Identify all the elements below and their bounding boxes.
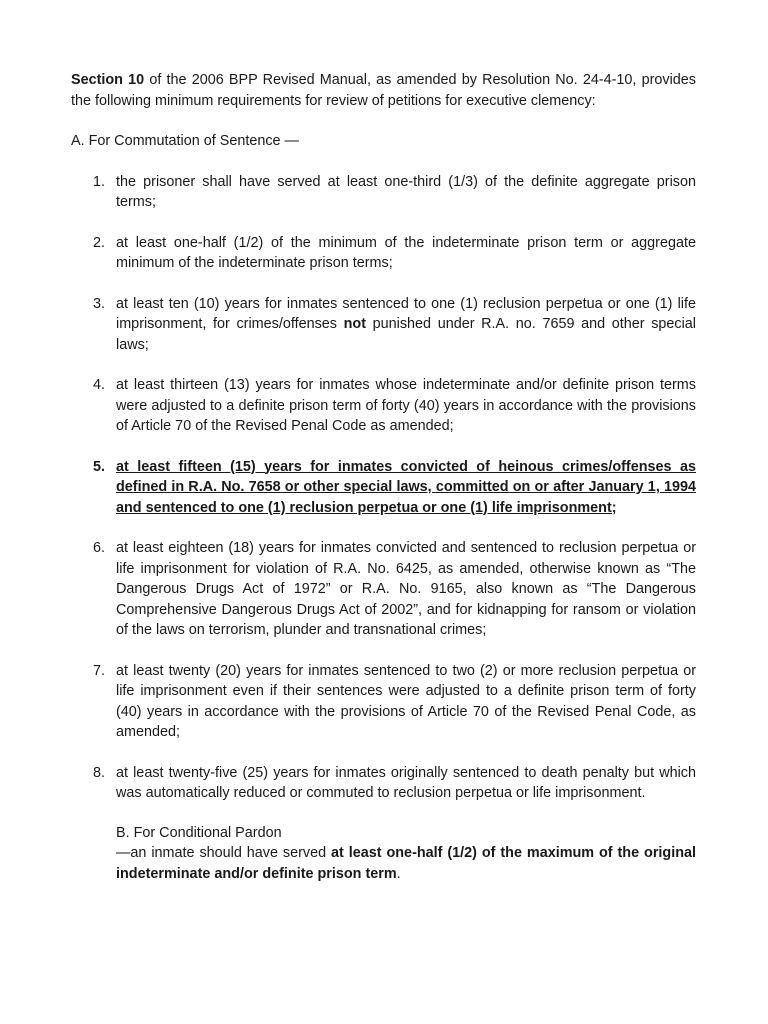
list-item-text: at least one-half (1/2) of the minimum of the indeterminate prison term or aggregate minimum of the indeterminate prison terms; — [116, 234, 696, 271]
section-reference: Section 10 — [71, 72, 145, 88]
list-item — [71, 661, 696, 743]
list-item — [71, 538, 696, 641]
list-item-number: 8. — [93, 764, 106, 781]
list-item-number: 5. — [93, 458, 106, 475]
emphasis-not: not — [343, 316, 366, 332]
intro-paragraph — [71, 70, 696, 111]
list-item-number: 2. — [93, 234, 106, 251]
list-item — [71, 294, 696, 356]
list-item-text: at least twenty (20) years for inmates sentenced to two (2) or more reclusion perpetua or life imprisonment even if their sentences were adjusted to a definite prison term of forty (40) years in accordance with the provisions of Article 70 of the Revised Penal Code, as amended; — [116, 662, 696, 740]
list-item — [71, 233, 696, 274]
intro-text: of the 2006 BPP Revised Manual, as amended by Resolution No. 24-4-10, provides the following minimum requirements for review of petitions for executive clemency: — [71, 72, 697, 109]
list-item-text-end: punished under R.A. no. 7659 and other special laws; — [116, 316, 696, 353]
list-item-text: the prisoner shall have served at least one-third (1/3) of the definite aggregate prison terms; — [116, 173, 696, 210]
list-item-number: 7. — [93, 662, 106, 679]
list-item-text: at least twenty-five (25) years for inmates originally sentenced to death penalty but which was automatically reduced or commuted to reclusion perpetua or life imprisonment. — [116, 764, 696, 801]
list-item — [71, 763, 696, 804]
section-b-text — [116, 843, 696, 884]
section-b-text-end: . — [396, 865, 401, 882]
list-item-text-start: at least ten (10) years for inmates sentenced to one (1) reclusion perpetua or one (1) life imprisonment, for crimes/offenses — [116, 295, 696, 332]
section-a-heading: A. For Commutation of Sentence — — [71, 133, 299, 149]
commutation-requirements-list — [71, 172, 696, 804]
list-item-emphasized — [71, 457, 696, 519]
list-item-number: 1. — [93, 173, 106, 190]
list-item-text: at least thirteen (13) years for inmates whose indeterminate and/or definite prison terms were adjusted to a definite prison term of forty (40) years in accordance with the provisions of Article 70 of the Revised Penal Code as amended; — [116, 377, 696, 434]
list-item-text: at least eighteen (18) years for inmates convicted and sentenced to reclusion perpetua or life imprisonment for violation of R.A. No. 6425, as amended, otherwise known as “The Dangerous Drugs Act of 1972” or R.A. No. 9165, also known as “The Dangerous Comprehensive Dangerous Drugs Act of 2002”, and for kidnapping for ransom or violation of the laws on terrorism, plunder and transnational crimes; — [116, 540, 696, 638]
list-item-number: 6. — [93, 540, 106, 556]
section-b-text-start: —an inmate should have served — [116, 845, 332, 861]
list-item-number: 4. — [93, 377, 106, 393]
section-b-heading: B. For Conditional Pardon — [116, 824, 282, 841]
section-b-emphasis: at least one-half (1/2) of the maximum of the original indeterminate and/or definite prison term — [116, 845, 696, 882]
list-item-text — [116, 296, 696, 353]
list-item — [71, 375, 696, 437]
list-item-number: 3. — [93, 295, 106, 312]
list-item — [71, 172, 696, 213]
list-item-text: at least fifteen (15) years for inmates convicted of heinous crimes/offenses as defined in R.A. No. 7658 or other special laws, committed on or after January 1, 1994 and sentenced to one (1) reclusion perpetua or one (1) life imprisonment; — [116, 458, 696, 516]
section-b — [116, 823, 696, 885]
